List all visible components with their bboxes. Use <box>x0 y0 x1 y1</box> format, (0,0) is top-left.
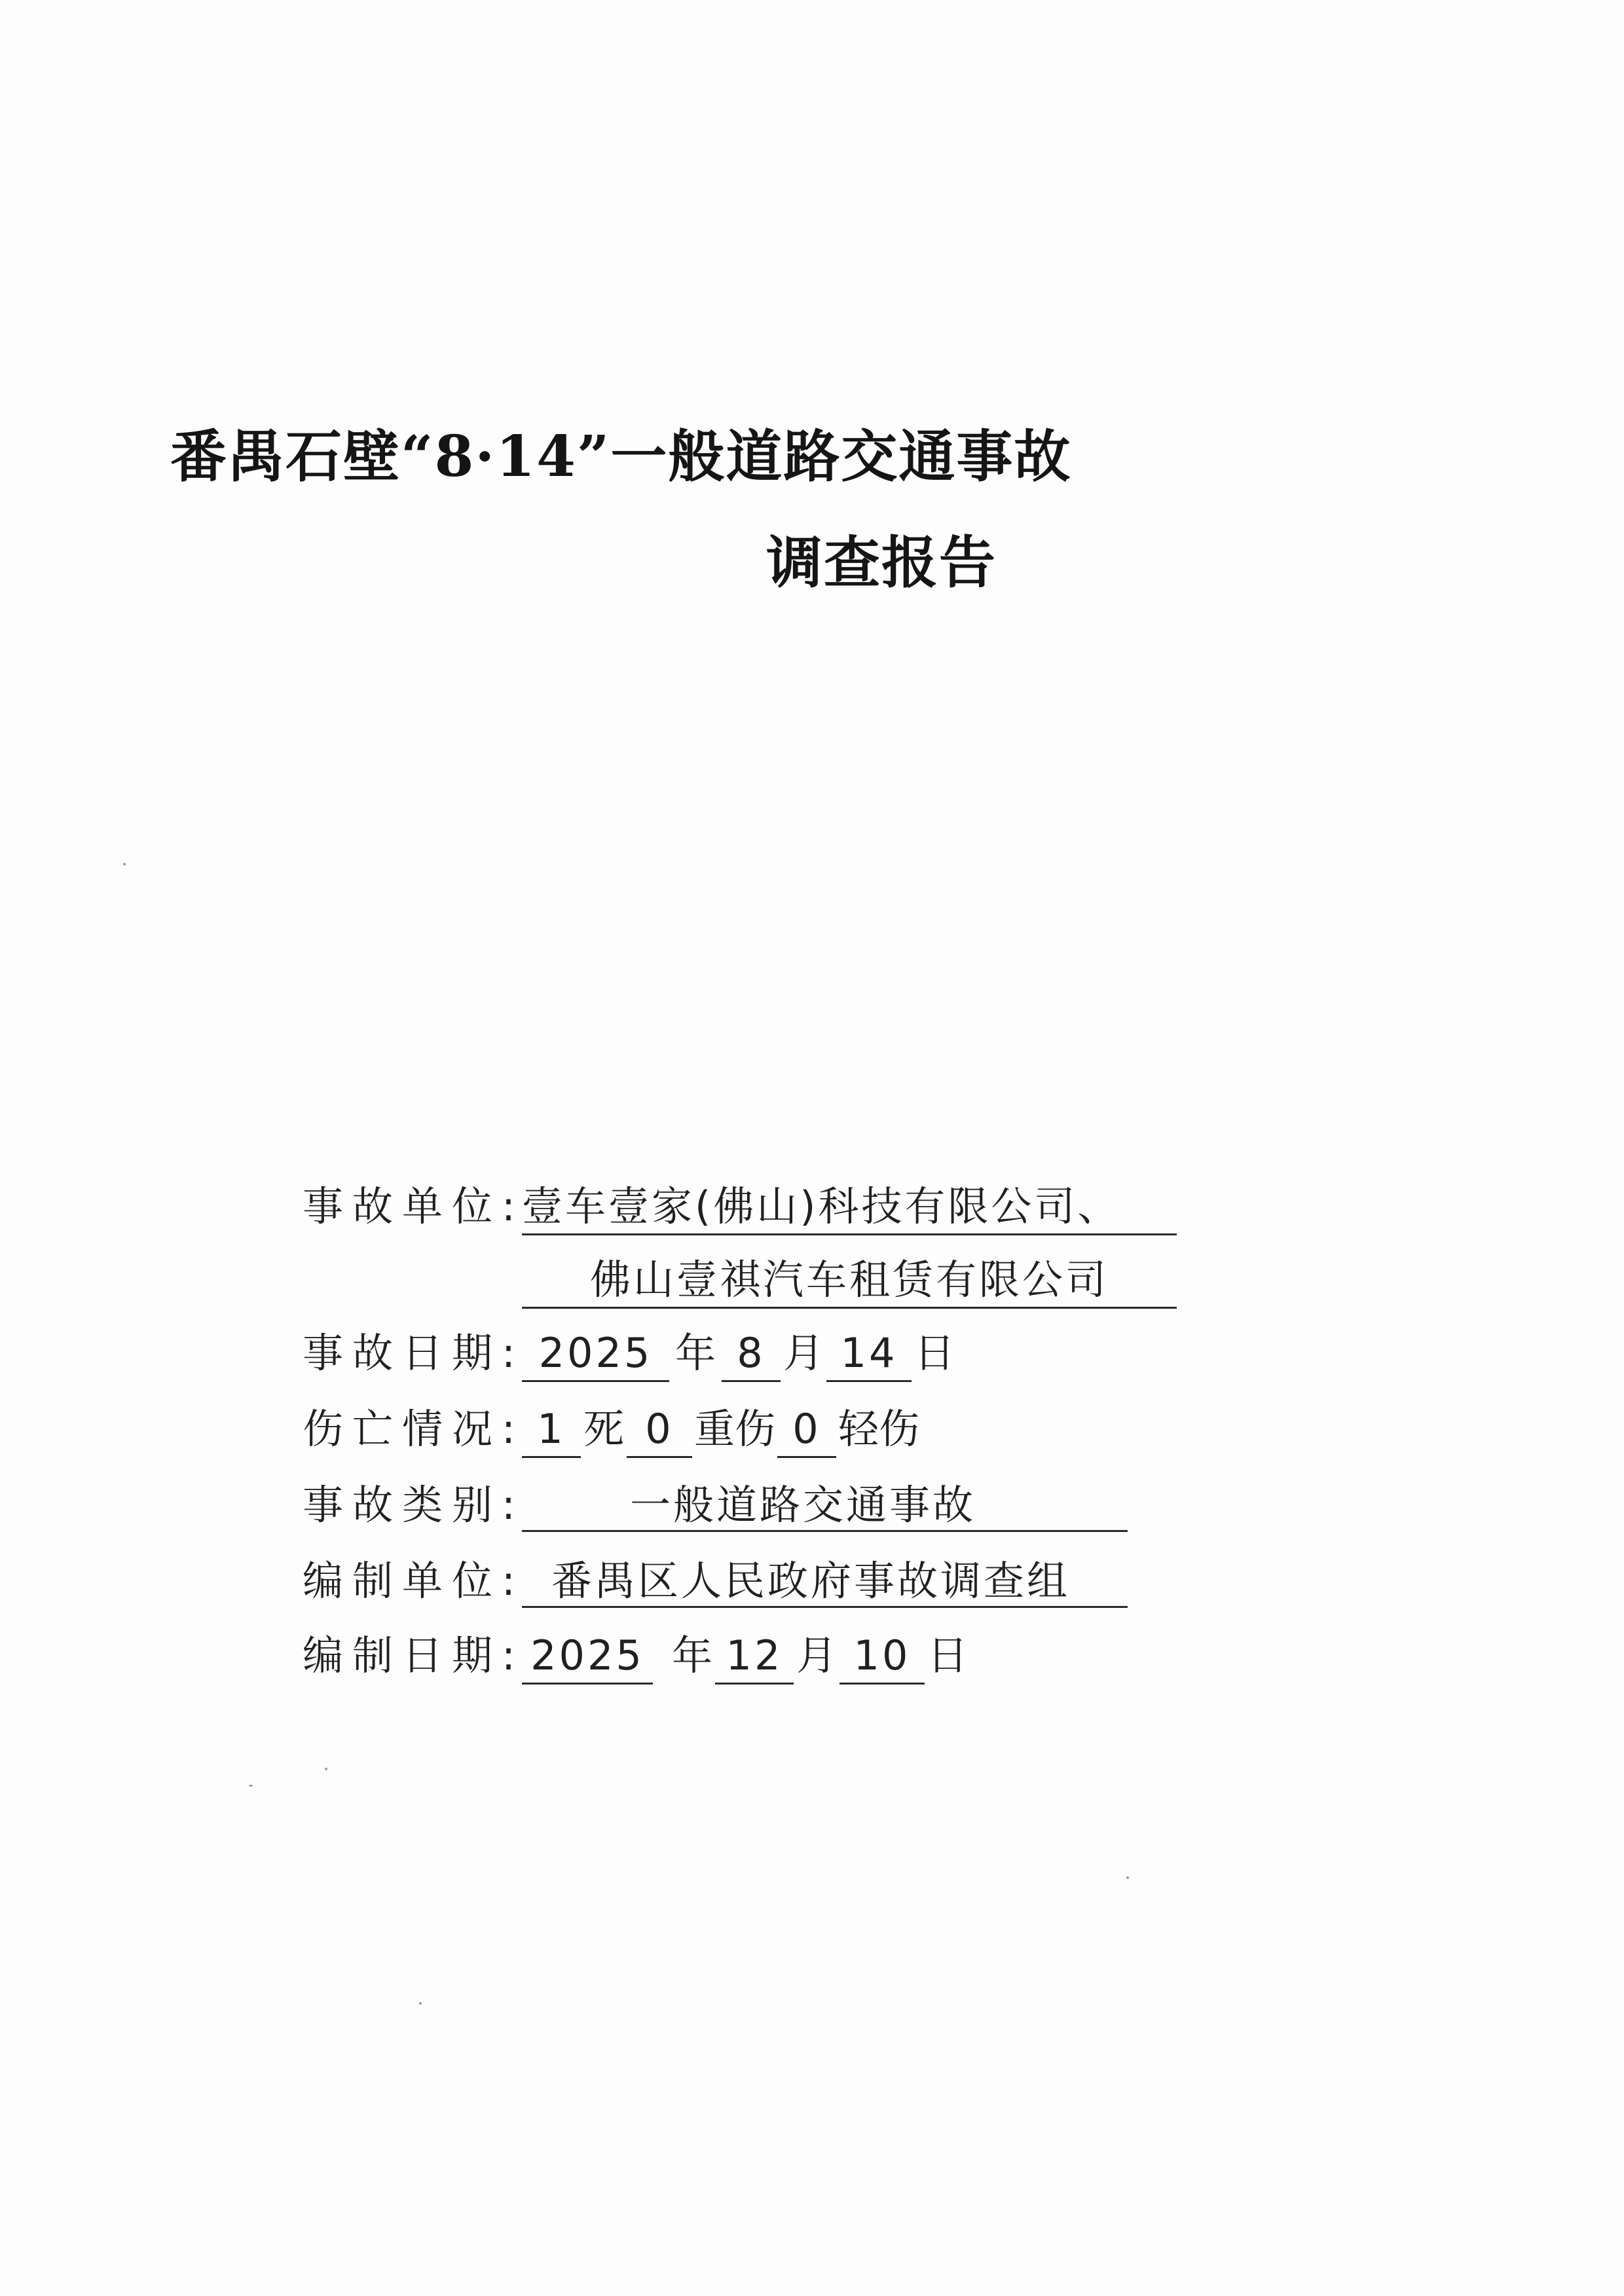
value-accident-category: 一般道路交通事故 <box>522 1476 1128 1532</box>
field-accident-category <box>303 1476 1324 1535</box>
label-accident-unit: 事故单位: <box>303 1182 525 1230</box>
compile-year-suffix: 年 <box>671 1631 712 1679</box>
scan-speck <box>123 863 126 866</box>
accident-month-suffix: 月 <box>783 1329 824 1377</box>
label-accident-category: 事故类别: <box>303 1481 525 1529</box>
value-minor-injuries: 0 <box>777 1400 836 1458</box>
compile-day-suffix: 日 <box>927 1631 968 1679</box>
field-compiling-unit <box>303 1552 1324 1611</box>
scan-speck <box>325 1768 327 1770</box>
value-compile-day: 10 <box>840 1626 925 1685</box>
value-compile-year: 2025 <box>522 1626 653 1685</box>
field-casualties <box>303 1400 1324 1459</box>
label-compiling-unit: 编制单位: <box>303 1557 525 1605</box>
value-accident-year: 2025 <box>522 1324 669 1382</box>
field-accident-unit <box>303 1177 1324 1236</box>
value-compiling-unit: 番禺区人民政府事故调查组 <box>522 1552 1128 1608</box>
report-title-line-2: 调查报告 <box>766 530 997 596</box>
value-serious-injuries: 0 <box>627 1400 692 1458</box>
value-deaths: 1 <box>522 1400 581 1458</box>
value-compile-month: 12 <box>715 1626 794 1685</box>
scan-speck <box>1126 1876 1129 1879</box>
field-accident-unit-continued <box>303 1250 1324 1309</box>
label-casualties: 伤亡情况: <box>303 1405 525 1453</box>
value-accident-month: 8 <box>722 1324 781 1382</box>
accident-day-suffix: 日 <box>913 1329 955 1377</box>
scan-speck <box>249 1785 253 1787</box>
serious-injuries-suffix: 重伤 <box>693 1405 775 1453</box>
field-compile-date <box>303 1626 1324 1685</box>
minor-injuries-suffix: 轻伤 <box>838 1405 919 1453</box>
value-accident-day: 14 <box>826 1324 912 1382</box>
label-accident-date: 事故日期: <box>303 1329 525 1377</box>
scan-speck <box>419 2002 422 2005</box>
report-title-line-1: 番禺石壁“8·14”一般道路交通事故 <box>170 424 1072 490</box>
value-accident-unit-line-1: 壹车壹家(佛山)科技有限公司、 <box>522 1177 1177 1235</box>
label-compile-date: 编制日期: <box>303 1631 525 1679</box>
accident-year-suffix: 年 <box>674 1329 716 1377</box>
compile-month-suffix: 月 <box>796 1631 837 1679</box>
value-accident-unit-line-2: 佛山壹祺汽车租赁有限公司 <box>522 1250 1177 1309</box>
deaths-suffix: 死 <box>583 1405 624 1453</box>
field-accident-date <box>303 1324 1324 1383</box>
